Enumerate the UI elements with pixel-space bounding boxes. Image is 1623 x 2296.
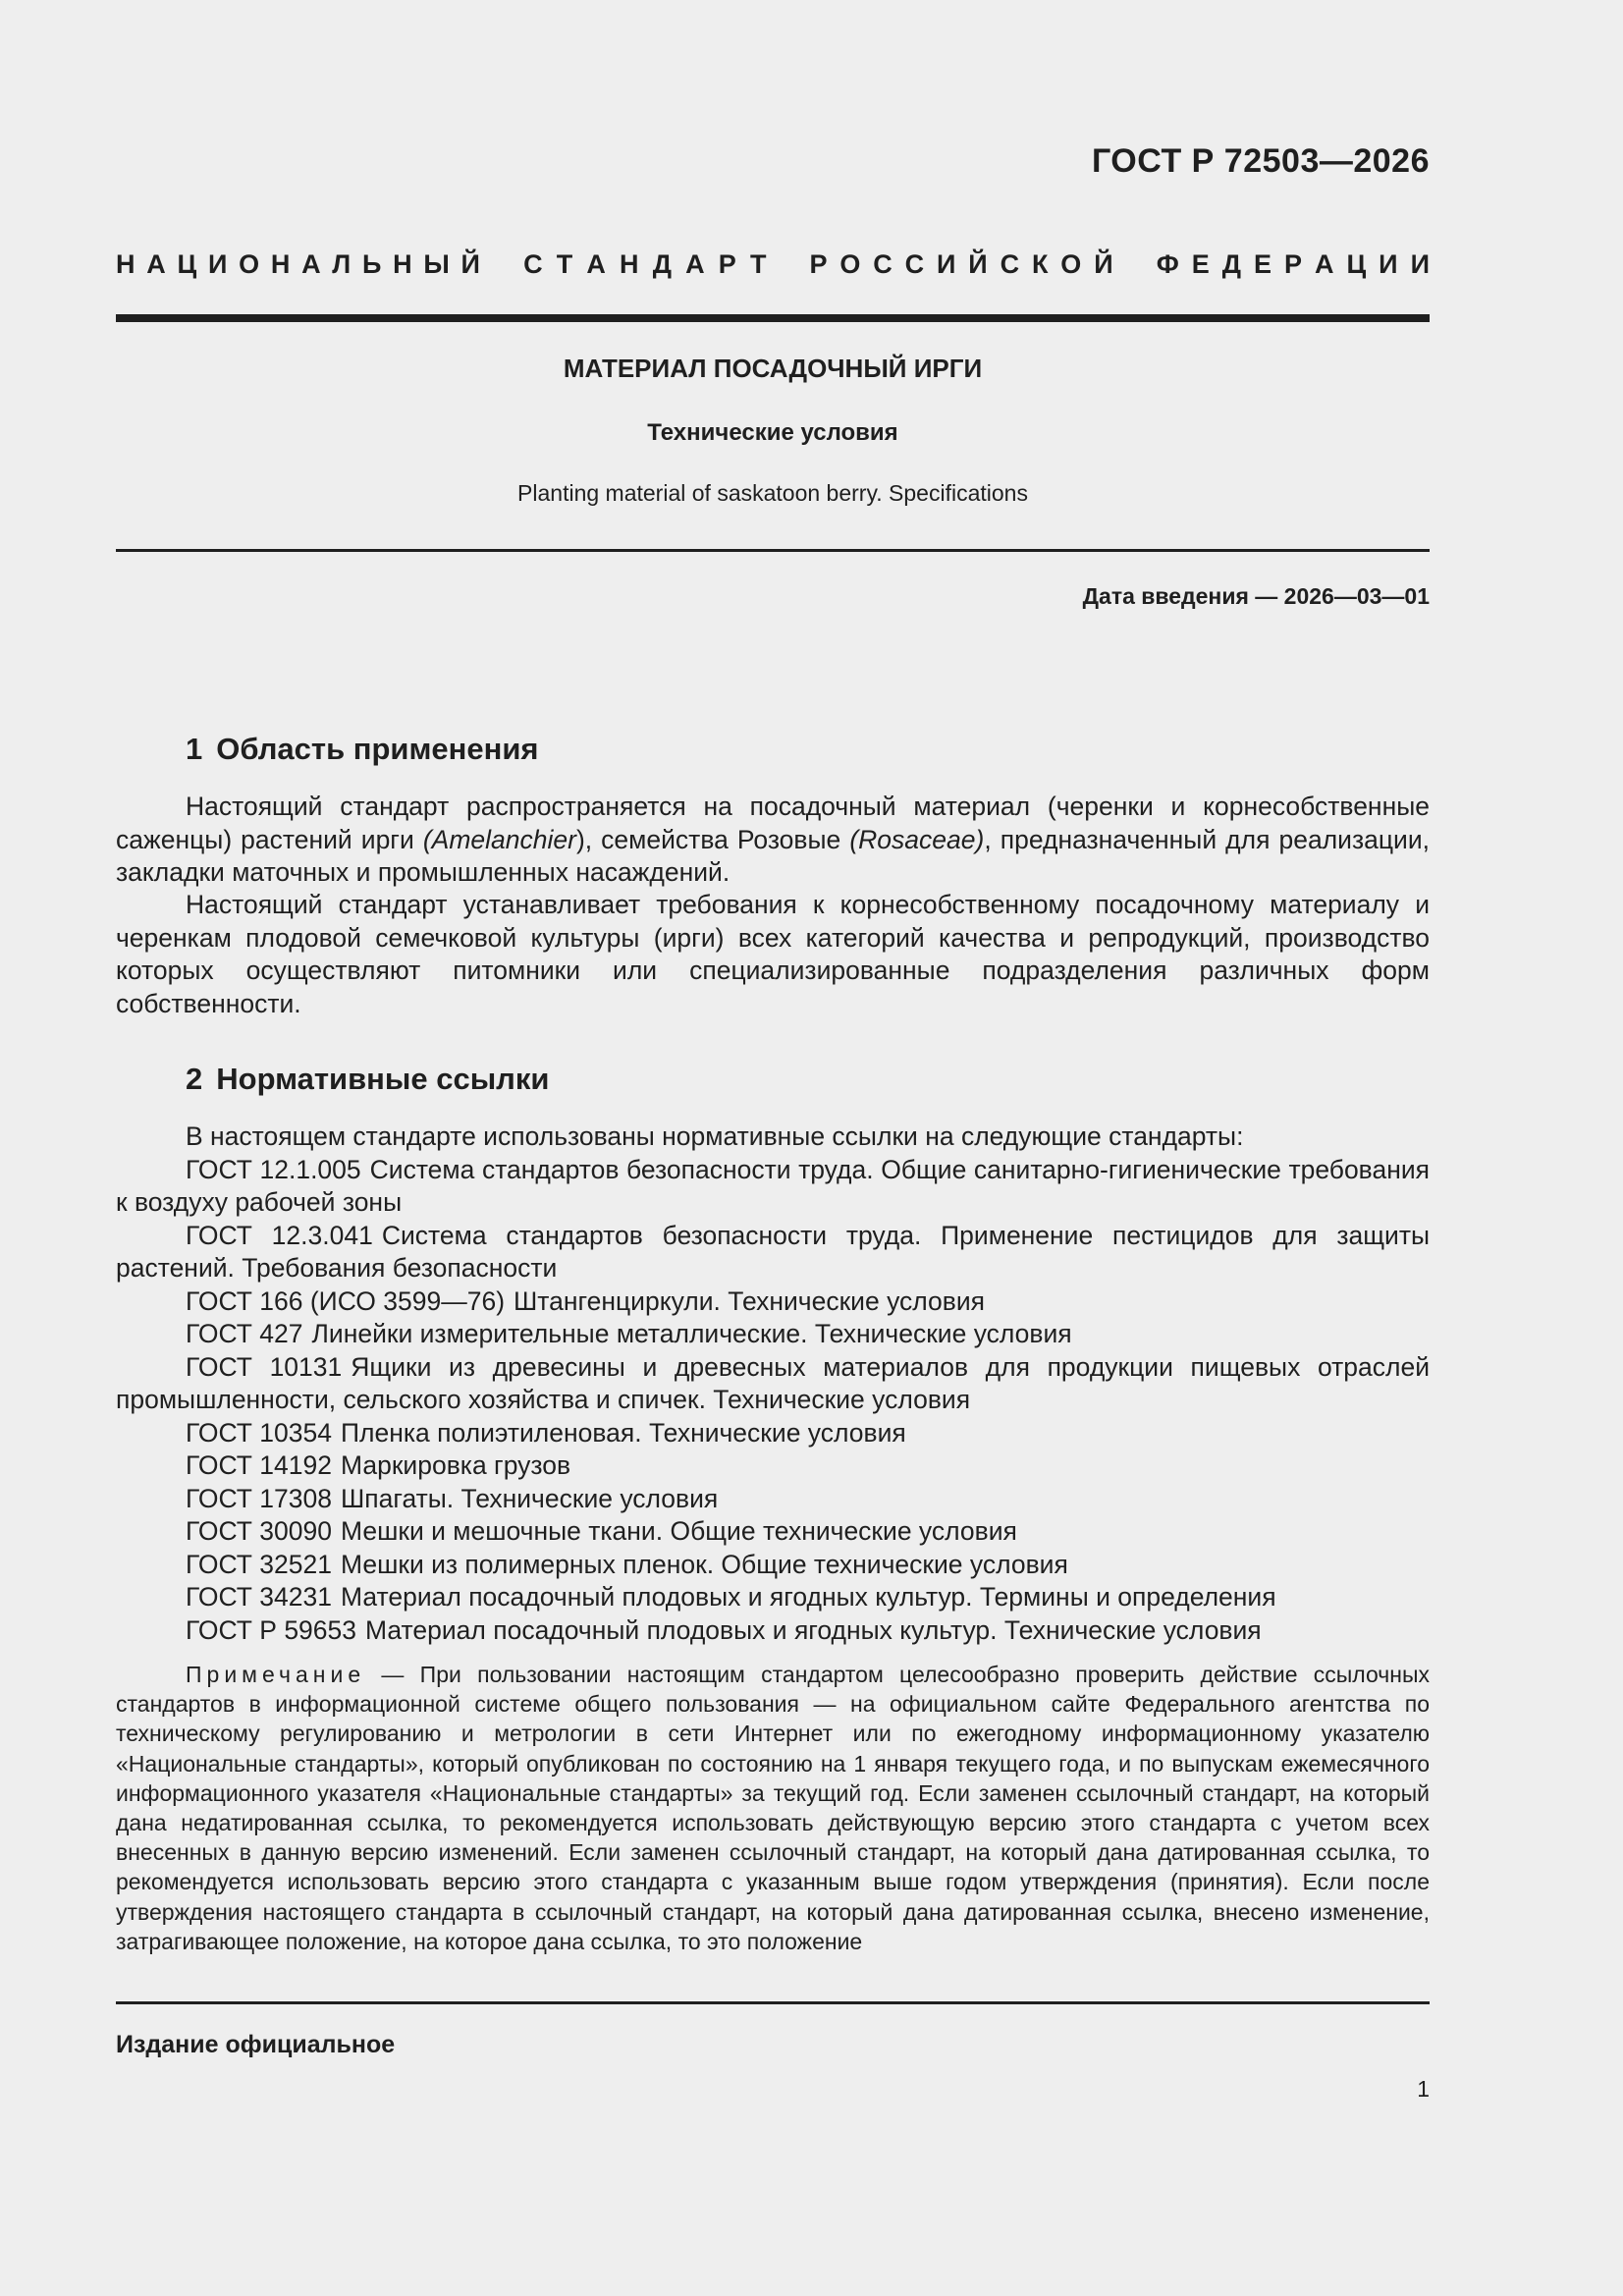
reference-title: Линейки измерительные металлические. Технические условия [311, 1319, 1072, 1348]
section-number: 1 [186, 732, 203, 766]
reference-item [116, 1220, 1430, 1285]
latin-family-name: (Rosaceae) [849, 824, 985, 854]
reference-item [116, 1318, 1430, 1351]
text-run: Настоящий стандарт распространяется на посадочный материал (черенки и корнесобственные саженцы) растений ирги [116, 792, 1430, 854]
note-label: Примечание [186, 1662, 366, 1687]
reference-code: ГОСТ Р 59653 [186, 1614, 357, 1645]
reference-title: Материал посадочный плодовых и ягодных культур. Технические условия [365, 1614, 1262, 1645]
reference-item [116, 1285, 1430, 1319]
reference-title: Штангенциркули. Технические условия [514, 1285, 986, 1316]
reference-code: ГОСТ 10131 [186, 1351, 343, 1382]
reference-item [116, 1449, 1430, 1483]
reference-item [116, 1581, 1430, 1614]
reference-code: ГОСТ 32521 [186, 1549, 332, 1579]
section-title: Нормативные ссылки [216, 1062, 550, 1096]
reference-title: Шпагаты. Технические условия [340, 1483, 719, 1513]
national-standard-header [116, 249, 1430, 280]
reference-item [116, 1614, 1430, 1648]
document-title-english: Planting material of saskatoon berry. Specifications [517, 480, 1028, 506]
reference-code: ГОСТ 17308 [186, 1483, 332, 1513]
header-word: Ф Е Д Е Р А Ц И И [1156, 249, 1430, 279]
normative-reference-list [116, 1121, 1430, 1647]
reference-list-lead: В настоящем стандарте использованы нормативные ссылки на следующие стандарты: [186, 1121, 1244, 1151]
title-rule [116, 549, 1430, 552]
footer-rule [116, 2001, 1430, 2004]
header-word: С Т А Н Д А Р Т [523, 249, 767, 279]
reference-title: Мешки из полимерных пленок. Общие технические условия [340, 1549, 1068, 1579]
document-title: МАТЕРИАЛ ПОСАДОЧНЫЙ ИРГИ [563, 354, 983, 383]
reference-code: ГОСТ 14192 [186, 1450, 332, 1480]
reference-item [116, 1417, 1430, 1450]
reference-title: Маркировка грузов [340, 1450, 571, 1480]
reference-title: Материал посадочный плодовых и ягодных культур. Термины и определения [340, 1582, 1276, 1612]
scope-paragraph-2: Настоящий стандарт устанавливает требования к корнесобственному посадочному материалу и черенкам плодовой семечковой культуры (ирги) всех категорий качества и репродукций, производство которых осуществляют питомники или специализированные подразделения различных форм собственности. [116, 890, 1430, 1018]
section-heading-scope [186, 732, 539, 767]
header-word: Н А Ц И О Н А Л Ь Н Ы Й [116, 249, 480, 279]
introduction-date: Дата введения — 2026—03—01 [1082, 583, 1430, 609]
reference-item [116, 1549, 1430, 1582]
note-text: — При пользовании настоящим стандартом целесообразно проверить действие ссылочных стандартов в информационной системе общего пользования — на официальном сайте Федерального агентства по техническому регулированию и метрологии в сети Интернет или по ежегодному информационному указателю «Национальные стандарты», который опубликован по состоянию на 1 января текущего года, и по выпускам ежемесячного информационного указателя «Национальные стандарты» за текущий год. Если заменен ссылочный стандарт, на который дана недатированная ссылка, то рекомендуется использовать действующую версию этого стандарта с учетом всех внесенных в данную версию изменений. Если заменен ссылочный стандарт, на который дана датированная ссылка, то рекомендуется использовать версию этого стандарта с указанным выше годом утверждения (принятия). Если после утверждения настоящего стандарта в ссылочный стандарт, на который дана датированная ссылка, внесено изменение, затрагивающее положение, на которое дана ссылка, то это положение [116, 1662, 1430, 1954]
reference-item [116, 1515, 1430, 1549]
reference-note [116, 1660, 1430, 1956]
header-word: Р О С С И Й С К О Й [809, 249, 1113, 279]
reference-code: ГОСТ 12.3.041 [186, 1220, 373, 1250]
section-heading-normative-references [186, 1062, 549, 1097]
reference-items [116, 1154, 1430, 1648]
reference-code: ГОСТ 34231 [186, 1582, 332, 1612]
reference-title: Система стандартов безопасности труда. Общие санитарно-гигиенические требования к воздуху рабочей зоны [116, 1154, 1430, 1217]
reference-title: Ящики из древесины и древесных материалов для продукции пищевых отраслей промышленности, сельского хозяйства и спичек. Технические условия [116, 1351, 1430, 1414]
reference-code: ГОСТ 30090 [186, 1516, 332, 1546]
reference-item [116, 1154, 1430, 1220]
reference-title: Система стандартов безопасности труда. Применение пестицидов для защиты растений. Требования безопасности [116, 1220, 1431, 1283]
reference-item [116, 1351, 1430, 1417]
reference-title: Пленка полиэтиленовая. Технические условия [340, 1417, 906, 1448]
reference-item [116, 1483, 1430, 1516]
reference-code: ГОСТ 12.1.005 [186, 1154, 361, 1184]
document-number: ГОСТ Р 72503—2026 [1091, 142, 1430, 180]
header-rule-thick [116, 314, 1430, 322]
reference-title: Мешки и мешочные ткани. Общие технические условия [340, 1516, 1017, 1546]
text-run: ), семейства Розовые [575, 824, 850, 854]
document-subtitle: Технические условия [647, 419, 898, 446]
reference-code: ГОСТ 10354 [186, 1417, 332, 1448]
latin-genus-name: (Amelanchier [422, 824, 576, 854]
text-run: , предназначенный для реализации, закладки маточных и промышленных насаждений. [116, 824, 1430, 887]
reference-code: ГОСТ 427 [186, 1319, 303, 1348]
scope-paragraph-1 [116, 791, 1430, 890]
section-number: 2 [186, 1062, 203, 1096]
section-title: Область применения [216, 732, 539, 766]
page-number: 1 [1417, 2076, 1430, 2102]
reference-code: ГОСТ 166 (ИСО 3599—76) [186, 1285, 506, 1316]
official-edition-label: Издание официальное [116, 2031, 396, 2058]
